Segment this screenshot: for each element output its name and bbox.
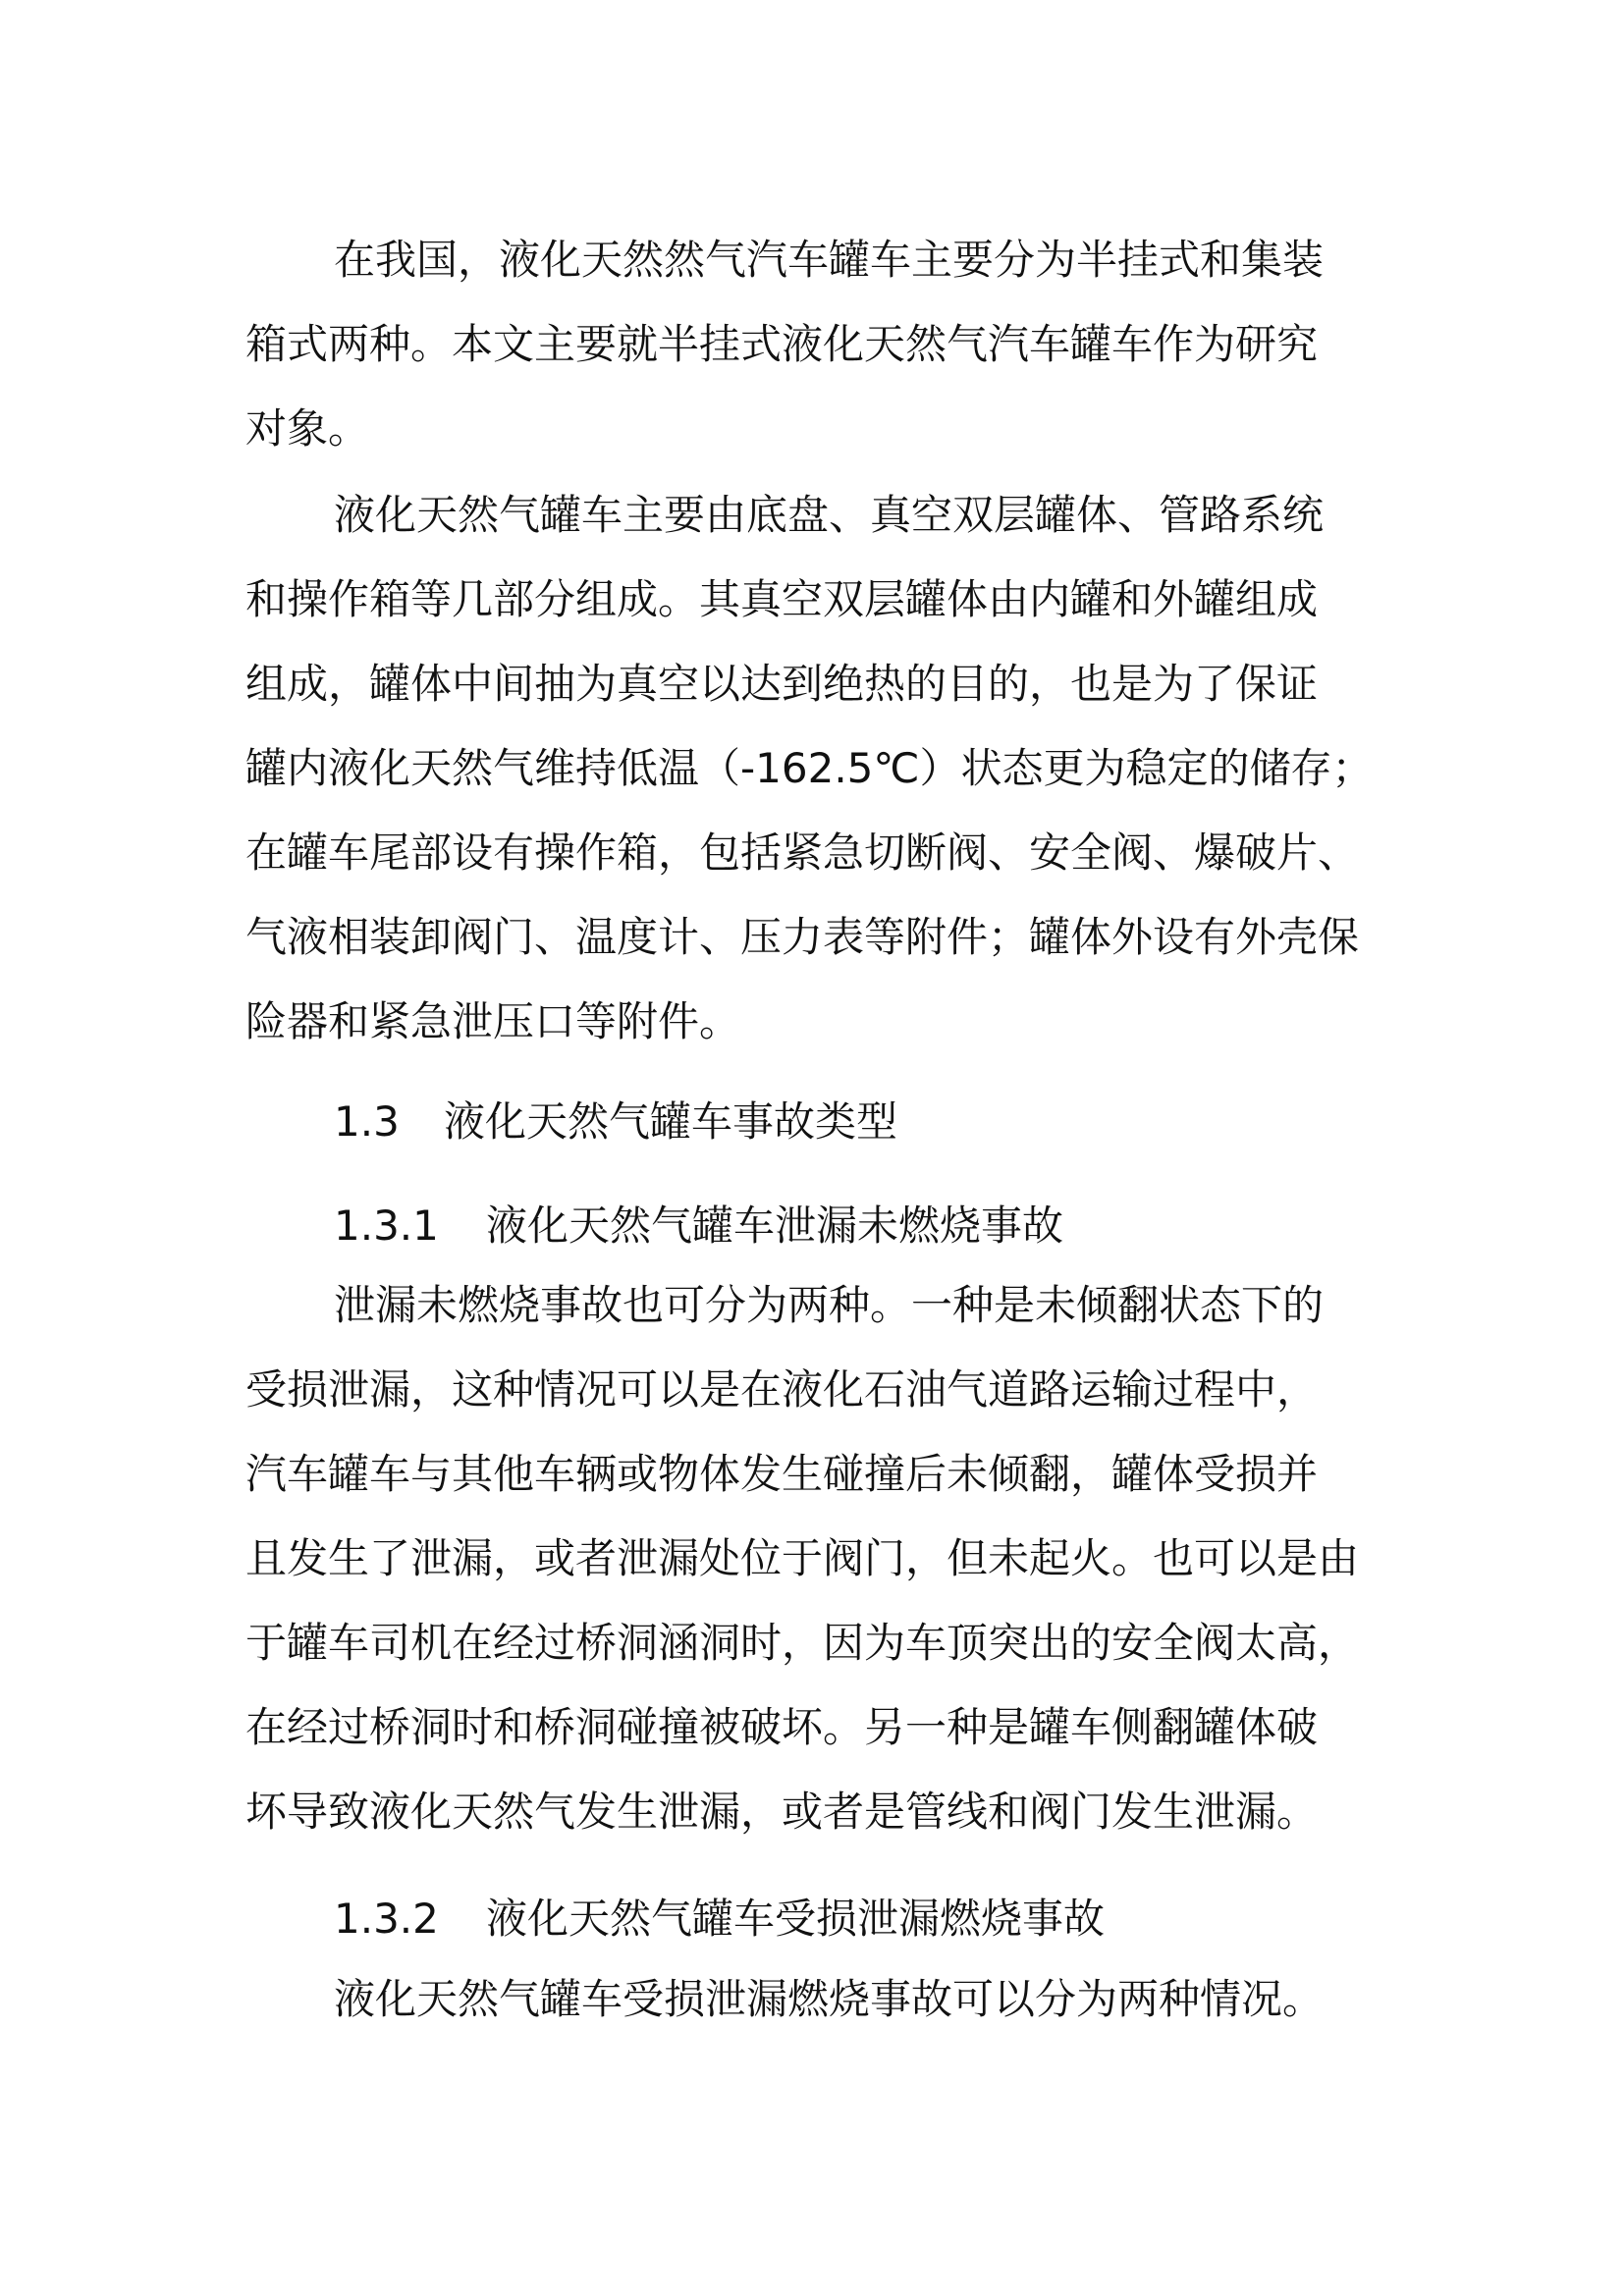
paragraph-2-line-3: 组成，罐体中间抽为真空以达到绝热的目的，也是为了保证 bbox=[245, 660, 1319, 708]
section-heading-1-3 bbox=[334, 1080, 1492, 1164]
section-title: 液化天然气罐车事故类型 bbox=[444, 1097, 898, 1146]
section-1-3-1-line-7: 坏导致液化天然气发生泄漏，或者是管线和阀门发生泄漏。 bbox=[245, 1788, 1319, 1836]
section-title: 液化天然气罐车受损泄漏燃烧事故 bbox=[486, 1895, 1106, 1943]
section-number: 1.3.2 bbox=[334, 1895, 439, 1943]
paragraph-2-line-2: 和操作箱等几部分组成。其真空双层罐体由内罐和外罐组成 bbox=[245, 575, 1319, 623]
section-number: 1.3 bbox=[334, 1097, 400, 1146]
paragraph-1-line-1: 在我国，液化天然然气汽车罐车主要分为半挂式和集装 bbox=[334, 236, 1325, 284]
section-1-3-1-line-5: 于罐车司机在经过桥洞涵洞时，因为车顶突出的安全阀太高， bbox=[245, 1619, 1360, 1667]
section-1-3-2-line-1: 液化天然气罐车受损泄漏燃烧事故可以分为两种情况。 bbox=[334, 1975, 1325, 2023]
paragraph-2-line-1: 液化天然气罐车主要由底盘、真空双层罐体、管路系统 bbox=[334, 491, 1325, 539]
section-heading-1-3-2 bbox=[334, 1877, 1492, 1961]
section-1-3-1-line-2: 受损泄漏，这种情况可以是在液化石油气道路运输过程中， bbox=[245, 1365, 1319, 1414]
section-heading-1-3-1 bbox=[334, 1184, 1492, 1268]
paragraph-1-line-3: 对象。 bbox=[245, 404, 370, 453]
section-1-3-1-line-3: 汽车罐车与其他车辆或物体发生碰撞后未倾翻，罐体受损并 bbox=[245, 1450, 1319, 1498]
section-number: 1.3.1 bbox=[334, 1201, 439, 1250]
paragraph-2-line-5: 在罐车尾部设有操作箱，包括紧急切断阀、安全阀、爆破片、 bbox=[245, 828, 1360, 877]
section-1-3-1-line-1: 泄漏未燃烧事故也可分为两种。一种是未倾翻状态下的 bbox=[334, 1281, 1325, 1329]
section-1-3-1-line-6: 在经过桥洞时和桥洞碰撞被破坏。另一种是罐车侧翻罐体破 bbox=[245, 1703, 1319, 1751]
paragraph-2-line-7: 险器和紧急泄压口等附件。 bbox=[245, 997, 741, 1045]
section-title: 液化天然气罐车泄漏未燃烧事故 bbox=[486, 1201, 1064, 1250]
paragraph-1-line-2: 箱式两种。本文主要就半挂式液化天然气汽车罐车作为研究 bbox=[245, 320, 1319, 368]
section-1-3-1-line-4: 且发生了泄漏，或者泄漏处位于阀门，但未起火。也可以是由 bbox=[245, 1534, 1360, 1582]
paragraph-2-line-4: 罐内液化天然气维持低温（-162.5℃）状态更为稳定的储存； bbox=[245, 744, 1374, 792]
paragraph-2-line-6: 气液相装卸阀门、温度计、压力表等附件；罐体外设有外壳保 bbox=[245, 913, 1360, 961]
